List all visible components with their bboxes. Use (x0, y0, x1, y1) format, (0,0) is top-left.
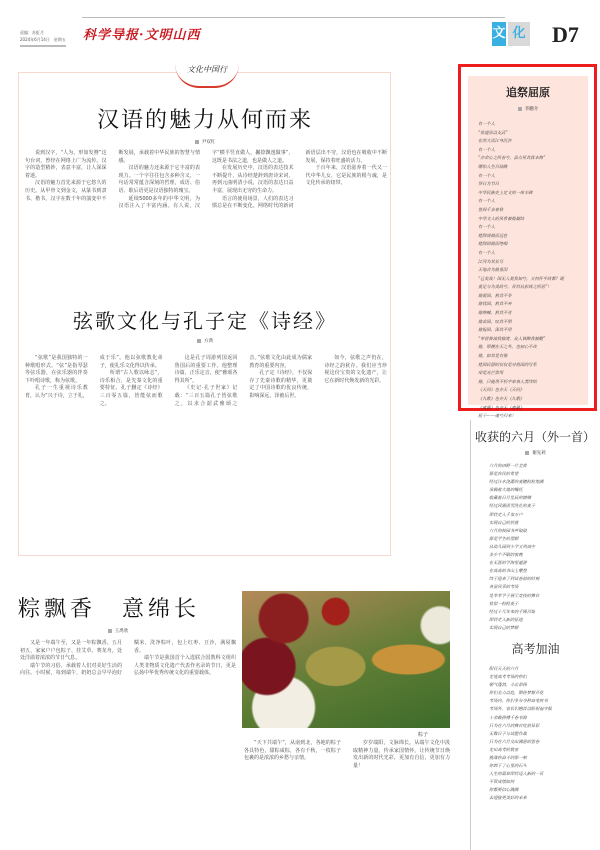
poem-line: 不管成绩如何 (489, 779, 515, 785)
poem-line: 他，只能用不朽字章表人类终结 (478, 378, 537, 384)
article3-body-right (244, 740, 450, 835)
poem-line: 考场外，家长们翘首以盼祝福守候 (489, 706, 552, 712)
paragraph: 又是一年端午至，又是一年粽飘香。五月初五，家家户户包粽子、挂艾草、赛龙舟，处处洋溢着浓浓的节日气息。 (20, 640, 122, 662)
poem-line: 各显风采的考场 (489, 584, 519, 590)
poem-line: 他报国，深其不用 (478, 327, 512, 333)
article3-title: 粽飘香 意绵长 (18, 597, 201, 622)
poem-line: 他，即便在天之外，也初心不改 (478, 344, 537, 350)
poem-line: 有一个人 (478, 172, 495, 178)
date-line: 2024年6月14日 星期五 (20, 37, 66, 47)
column-banner: 文化中国行 (175, 64, 239, 88)
poem-line: 六月的田野一片金黄 (489, 463, 527, 468)
poem-line: 你们全力以赴，期待梦想开花 (489, 690, 544, 696)
paragraph: “弦歌”是我国独特的一种歌唱形式。“弦”是指琴瑟等弦乐器，在弦乐器的伴奏下吟唱诗歌，称为弦歌。 (25, 355, 88, 384)
right-column-poems (470, 420, 596, 850)
article2-byline: 方典 (20, 338, 390, 344)
zongzi-photo (242, 591, 450, 728)
poem3-lines (475, 665, 596, 803)
poem-line: 世间千多春秋 (478, 206, 504, 212)
poem-line: 楚辞谈他而远色 (478, 232, 508, 238)
poem-line: 天地合为他垂泪 (478, 267, 508, 273)
poem1-title: 追祭屈原 (506, 86, 550, 99)
top-rule (82, 17, 505, 18)
poem-line: 犹似一粒粒麦子 (489, 600, 519, 606)
poem-line: 江河为其长号 (478, 258, 504, 264)
poem-line: 《离骚》也亦天《离骚》 (478, 404, 525, 410)
poem-line: 实现自己的价值 (489, 519, 519, 525)
poem-line: 楚国民留的仅仅是对祖国的写系 (478, 361, 537, 367)
poem-line: “亦余心之所善兮，虽九死其犹未悔” (478, 155, 546, 161)
poem2-byline: 谢先莉 (475, 450, 596, 456)
poem3-title: 高考加油 (511, 641, 560, 656)
poem-line: 走进高考考场的你们 (489, 674, 527, 680)
poem-line: “已矣哉！国无人莫我知兮，又何怀乎故都？既 (478, 275, 564, 281)
poem-line: 走出高考的教室 (489, 746, 519, 752)
poem-line: 即将走入新的征途 (489, 616, 523, 622)
paragraph: 延续5000多年的中华文明，为汉语注入了丰富内涵。有人说，汉字“横平竖直做人，撇捺飘逸做事”，这既是书法之道，也是做人之道。 (118, 150, 294, 210)
article2-title: 弦歌文化与孔子定《诗经》 (73, 309, 337, 333)
poem-line: 考场内，你们争分夺秒奋笔疾书 (489, 698, 548, 704)
page-number: D7 (552, 22, 579, 47)
paragraph: 语言的使用场景，人们的表达习惯总是在不断变化。网络时代的新词新语层出不穷，汉语也在吸收中不断发展，保持着旺盛的活力。 (212, 150, 387, 210)
article1-title: 汉语的魅力从何而来 (96, 108, 313, 133)
poem-line: 有一个人 (478, 249, 495, 255)
poem-line: 朝气蓬勃，斗志昂扬 (489, 682, 527, 688)
poem-line: 即将走入千家万户 (489, 511, 523, 517)
section-badge-a: 文 (492, 22, 506, 46)
poem-line: 他求国，叹其不明 (478, 318, 512, 324)
poem-line: 阳目天天的六月 (489, 665, 519, 671)
poem-line: 在洪大而江身沉沙 (478, 138, 512, 144)
poem2-title: 收获的六月（外一首） (475, 430, 596, 444)
highlighted-poem-box (458, 64, 597, 419)
poem-line: “依道而以支武” (478, 129, 508, 135)
poem-line: 多少个不眠的夜晚 (489, 552, 523, 558)
poem-line: 楚辞因他而绝唱 (478, 241, 508, 247)
poem-line: 你都要信心满满 (489, 787, 519, 793)
poem-line: 《九歌》也亦天《九歌》 (478, 396, 525, 401)
paragraph: 汉语的魅力首先来源于它悠久的历史。从甲骨文到金文，从篆书到隶书、楷书，汉字在数千年的演变中不断发展，承载着中华民族的智慧与情感。 (25, 150, 200, 202)
poem-line: 他呐喊，然其不肯 (478, 310, 512, 316)
newspaper-brand: 科学导报·文明山西 (83, 28, 201, 43)
poem-line: 实现自己的梦想 (489, 624, 519, 630)
paragraph: 端午节是我国首个入选联合国教科文组织人类非物质文化遗产代表作名录的节日，更是弘扬中华优秀传统文化的重要载体。 (134, 655, 236, 677)
poem-line: 人生的篇章即将迈入新的一页 (489, 771, 544, 777)
poem-line: 从幼儿园到小学又到高中 (489, 543, 536, 549)
poem-line: 是莘莘学子展示竞技的舞台 (489, 592, 540, 598)
poem-line: 祭日为节日 (478, 181, 499, 187)
poem-line: 收藏着日月星辰的馈赠 (489, 495, 531, 501)
poem-line: 哪怕人生百劫路 (478, 163, 508, 169)
paragraph: 在发展历史中，汉语的表达技术不断提升，从诗经楚辞到唐诗宋词，再到元曲明清小说，汉语的表达日益丰富，展现出无穷的生命力。 (212, 165, 294, 194)
poem-line: 他爱国，然其不争 (478, 292, 512, 298)
paragraph: 所谓“古人歌以咏志”，诗乐相合，是先秦文化的重要特征。孔子删定《诗经》三百零五篇，皆能弦而歌之。 (99, 370, 163, 407)
poem-line: 有一个人 (478, 146, 495, 152)
poem-line: 屈子——魂兮归来！ (478, 413, 516, 419)
poem-line: 莫足与为美政兮，吾将从彭咸之所居”！ (478, 284, 552, 290)
poem-line: 只为在六月的舞台绽放异彩 (489, 722, 540, 728)
poem-line: 他忧国，然其不弃 (478, 301, 512, 307)
paragraph: 孔子一生重视诗乐教育，认为“兴于诗，立于礼，成于乐”。他以弦歌教化弟子，使礼乐文化得以传承。 (25, 355, 163, 399)
poem-line: 在高高的书山上攀登 (489, 568, 527, 574)
paragraph: 端午节的习俗，承载着人们对美好生活的向往。小时候，每到端午，奶奶总会早早泡好糯米，洗净粽叶，包上红枣、豆沙，满屋飘香。 (20, 640, 236, 677)
poem-line: “举世皆浊我独清，众人皆醉我独醒” (478, 335, 546, 341)
poem-line: 有一个人 (478, 198, 495, 204)
poem-line: 无数日子与试题作战 (489, 730, 527, 736)
photo-caption: 粽子 (418, 732, 429, 738)
paragraph: 如今，弦歌之声仍在，诗经之韵犹存。我们应当珍视这份宝贵的文化遗产，让它在新时代焕发新的光彩。 (324, 355, 387, 384)
paragraph: “天下共端午”，从南到北，各地的粽子各具特色，甜粽咸粽，各有千秋，一枚粽子包裹的是浓浓的乡愁与亲情。 (244, 740, 341, 762)
poem-line: 终于迎来了到试卷前的时刻 (489, 576, 540, 582)
paragraph: 孔子定《诗经》，不仅保存了先秦诗歌的精华，更奠定了中国诗歌的优良传统，影响深远，泽被后世。 (249, 370, 313, 399)
article2-body (25, 355, 387, 550)
poem-line: 他，如其是有他 (478, 353, 508, 359)
poem-line: 《天问》也亦天《天问》 (478, 387, 525, 393)
paragraph: 千百年来，汉语滋养着一代又一代中华儿女，它是民族的根与魂，是文化传承的纽带。 (305, 165, 387, 187)
poem-line: 那是学生的理想 (489, 535, 519, 541)
paragraph: 这是孔子周游列国返回鲁国后的重要工作。他整理诗篇，正乐定音，使“雅颂各得其所”。 (174, 355, 238, 384)
poem-line: 六月的校园书声琅琅 (489, 527, 527, 533)
poem-line: 有一个人 (478, 224, 495, 230)
editor-line: 责编：苏虹月 (20, 30, 44, 35)
poem-line: 去迎接更美好的未来 (489, 795, 527, 801)
poem-line: 有一个人 (478, 121, 495, 126)
poem-line: 在无涯的学海里遨游 (489, 560, 527, 566)
poem-line: 只为在六月交出满意的答卷 (489, 738, 540, 744)
article3-byline: 王禹欣 (18, 628, 218, 634)
article1-byline: 尹双红 (20, 139, 390, 145)
article3-body-left (20, 640, 236, 835)
article1-body (25, 150, 387, 287)
poem-line: 中华文人的风骨被他凝结 (478, 215, 525, 221)
poem-line: 经过汗水浇灌的麦穗粒粒饱满 (489, 479, 544, 485)
paragraph: 汉语的魅力还来源于它丰富的表现力。一个字往往包含多种含义，一句话常常蕴含深刻的哲理，成语、俗语、歇后语更是汉语独特的瑰宝。 (118, 165, 200, 194)
poem2-lines (475, 462, 596, 632)
poem1-lines (478, 120, 578, 421)
poem-line: 中华民族史上定义的一座丰碑 (478, 189, 533, 195)
poem-line: 经过风霜雨雪洗礼的麦子 (489, 503, 536, 509)
poem-line: 经过十几年来的千锤百炼 (489, 608, 536, 614)
poem-line: 十余载拼搏千卷书海 (489, 714, 527, 720)
poem-line: 却是光芒常用 (478, 370, 504, 376)
poem-line: 那是农民的希望 (489, 471, 519, 477)
poem-line: 你卸下了心里的石头 (489, 763, 527, 769)
poem1-byline: 李鹏介 (478, 106, 578, 112)
poem-line: 挑战你奋斗的那一刻 (489, 755, 527, 760)
poem-line: 承载着大地的嘱托 (489, 487, 523, 493)
section-badge-b: 化 (508, 22, 530, 46)
paragraph: 说到汉字，“人为，形如发簪”这句台词，曾经在网络上广为流传。汉字的造型精妙，表意丰富，让人深深着迷。 (25, 150, 107, 179)
paragraph: 《史记·孔子世家》记载：“三百五篇孔子皆弦歌之，以求合韶武雅颂之音。”弦歌文化由此成为儒家教育的重要内容。 (174, 355, 313, 407)
paragraph: 岁岁端阳，文脉绵长。从端午文化中汲取精神力量，传承家国情怀，让传统节日焕发出新的时代光彩，更加有自信，更加有力量！ (353, 740, 450, 769)
